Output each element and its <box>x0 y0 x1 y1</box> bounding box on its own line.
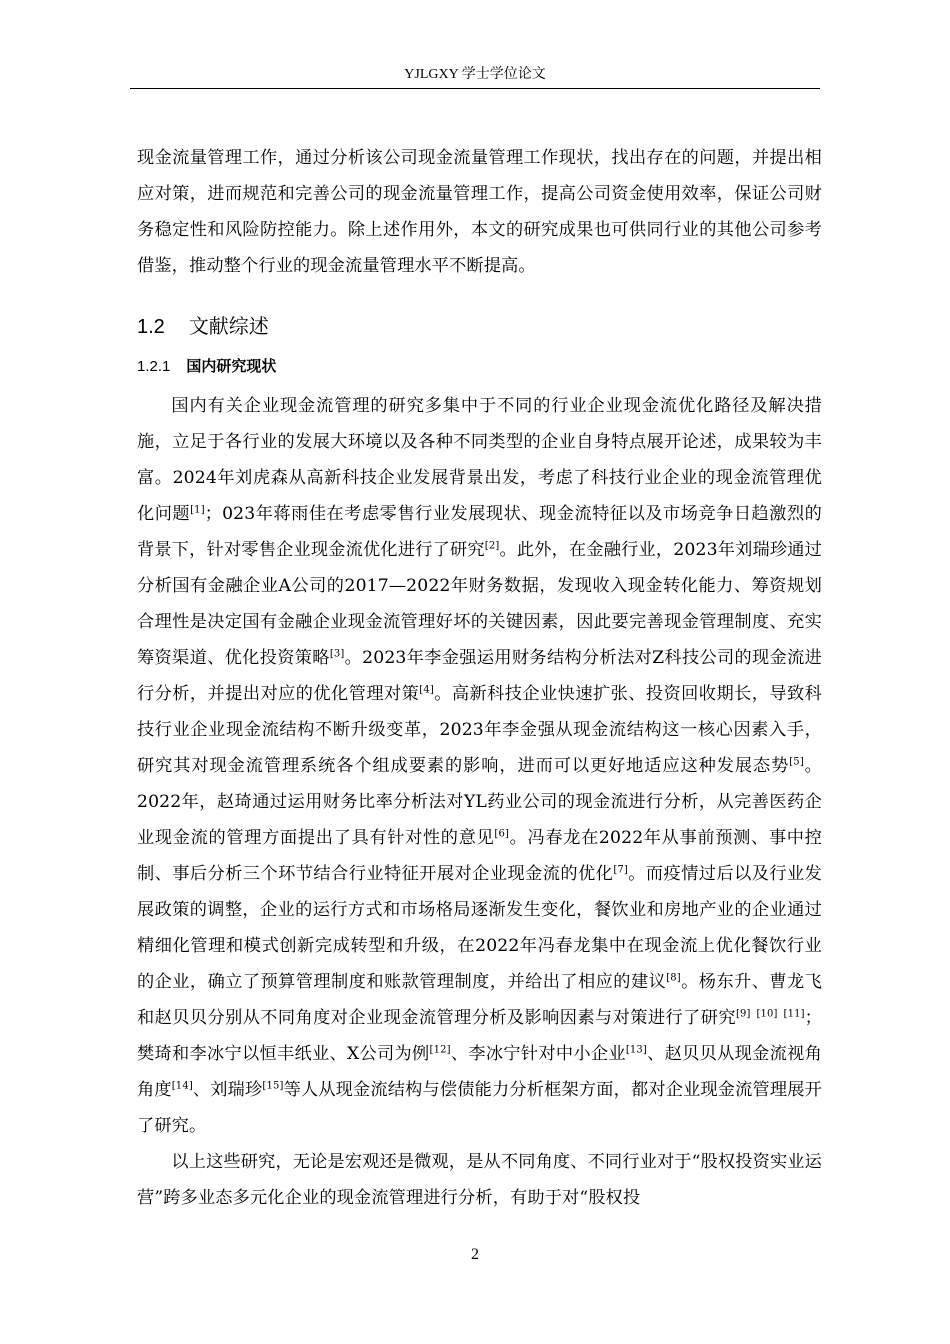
header-rule <box>130 88 820 89</box>
citation-ref: [1] <box>190 504 205 516</box>
page-body <box>137 140 822 1216</box>
citation-ref: [8] <box>666 972 681 984</box>
citation-ref: [5] <box>789 756 804 768</box>
text-run: 。高新科技企业快速扩张、投资回收期长，导致科技行业企业现金流结构不断升级变革，2023年李金强从现金流结构这一核心因素入手，研究其对现金流管理系统各个组成要素的影响，进而可以更好地适应这种发展态势 <box>137 684 822 776</box>
text-run: 。此外，在金融行业，2023年刘瑞珍通过分析国有金融企业A公司的2017—2022年财务数据，发现收入现金转化能力、筹资规划合理性是决定国有金融企业现金流管理好坏的关键因素，因此要完善现金管理制度、充实筹资渠道、优化投资策略 <box>137 540 822 668</box>
text-run: 。2022年，赵琦通过运用财务比率分析法对YL药业公司的现金流进行分析，从完善医药企业现金流的管理方面提出了具有针对性的意见 <box>137 756 822 848</box>
citation-ref: [15] <box>262 1080 284 1092</box>
text-run: 。杨东升、曹龙飞和赵贝贝分别从不同角度对企业现金流管理分析及影响因素与对策进行了研究 <box>137 972 822 1028</box>
intro-paragraph: 现金流量管理工作，通过分析该公司现金流量管理工作现状，找出存在的问题，并提出相应对策，进而规范和完善公司的现金流量管理工作，提高公司资金使用效率，保证公司财务稳定性和风险防控能力。除上述作用外，本文的研究成果也可供同行业的其他公司参考借鉴，推动整个行业的现金流量管理水平不断提高。 <box>137 148 822 276</box>
text-run: 、李冰宁针对中小企业 <box>450 1044 626 1064</box>
section-number: 1.2 <box>137 316 165 338</box>
citation-ref: [12] <box>429 1044 451 1056</box>
citation-ref: [7] <box>613 864 628 876</box>
citation-ref: [3] <box>329 648 345 660</box>
text-run: 。而疫情过后以及行业发展政策的调整，企业的运行方式和市场格局逐渐发生变化，餐饮业和房地产业的企业通过精细化管理和模式创新完成转型和升级，在2022年冯春龙集中在现金流上优化餐饮行业的企业，确立了预算管理制度和账款管理制度，并给出了相应的建议 <box>137 864 822 992</box>
subsection-number: 1.2.1 <box>137 358 171 375</box>
citation-ref: [14] <box>171 1080 193 1092</box>
citation-ref: [10] <box>756 1008 778 1020</box>
citation-ref: [6] <box>494 828 510 840</box>
summary-paragraph: 以上这些研究，无论是宏观还是微观，是从不同角度、不同行业对于“股权投资实业运营”跨多业态多元化企业的现金流管理进行分析，有助于对“股权投 <box>137 1152 822 1208</box>
citation-ref: [9] <box>735 1008 751 1020</box>
subsection-title: 国内研究现状 <box>186 357 277 375</box>
text-run: 、刘瑞珍 <box>192 1080 263 1100</box>
text-run: 。2023年李金强运用财务结构分析法对Z科技公司的现金流进行分析，并提出对应的优化管理对策 <box>137 648 822 704</box>
page-number: 2 <box>471 1246 479 1263</box>
citation-ref: [13] <box>625 1044 647 1056</box>
text-run: 等人从现金流结构与偿债能力分析框架方面，都对企业现金流管理展开了研究。 <box>137 1080 822 1136</box>
text-run: ；樊琦和李冰宁以恒丰纸业、X公司为例 <box>137 1008 822 1064</box>
section-title: 文献综述 <box>188 314 269 338</box>
section-heading <box>137 308 822 345</box>
text-run: 国内有关企业现金流管理的研究多集中于不同的行业企业现金流优化路径及解决措施，立足于各行业的发展大环境以及各种不同类型的企业自身特点展开论述，成果较为丰富。2024年刘虎森从高新科技企业发展背景出发，考虑了科技行业企业的现金流管理优化问题 <box>137 396 822 524</box>
subsection-heading <box>137 351 822 382</box>
text-run: 、赵贝贝从现金流视角角度 <box>137 1044 822 1100</box>
running-header: YJLGXY 学士学位论文 <box>404 67 546 82</box>
citation-ref: [4] <box>419 684 434 696</box>
text-run: 。冯春龙在2022年从事前预测、事中控制、事后分析三个环节结合行业特征开展对企业现金流的优化 <box>137 828 822 884</box>
citation-ref: [2] <box>484 540 500 552</box>
citation-ref: [11] <box>783 1008 805 1020</box>
text-run: ；023年蒋雨佳在考虑零售行业发展现状、现金流特征以及市场竞争日趋激烈的背景下，针对零售企业现金流优化进行了研究 <box>137 504 822 560</box>
literature-paragraph <box>137 388 822 1144</box>
